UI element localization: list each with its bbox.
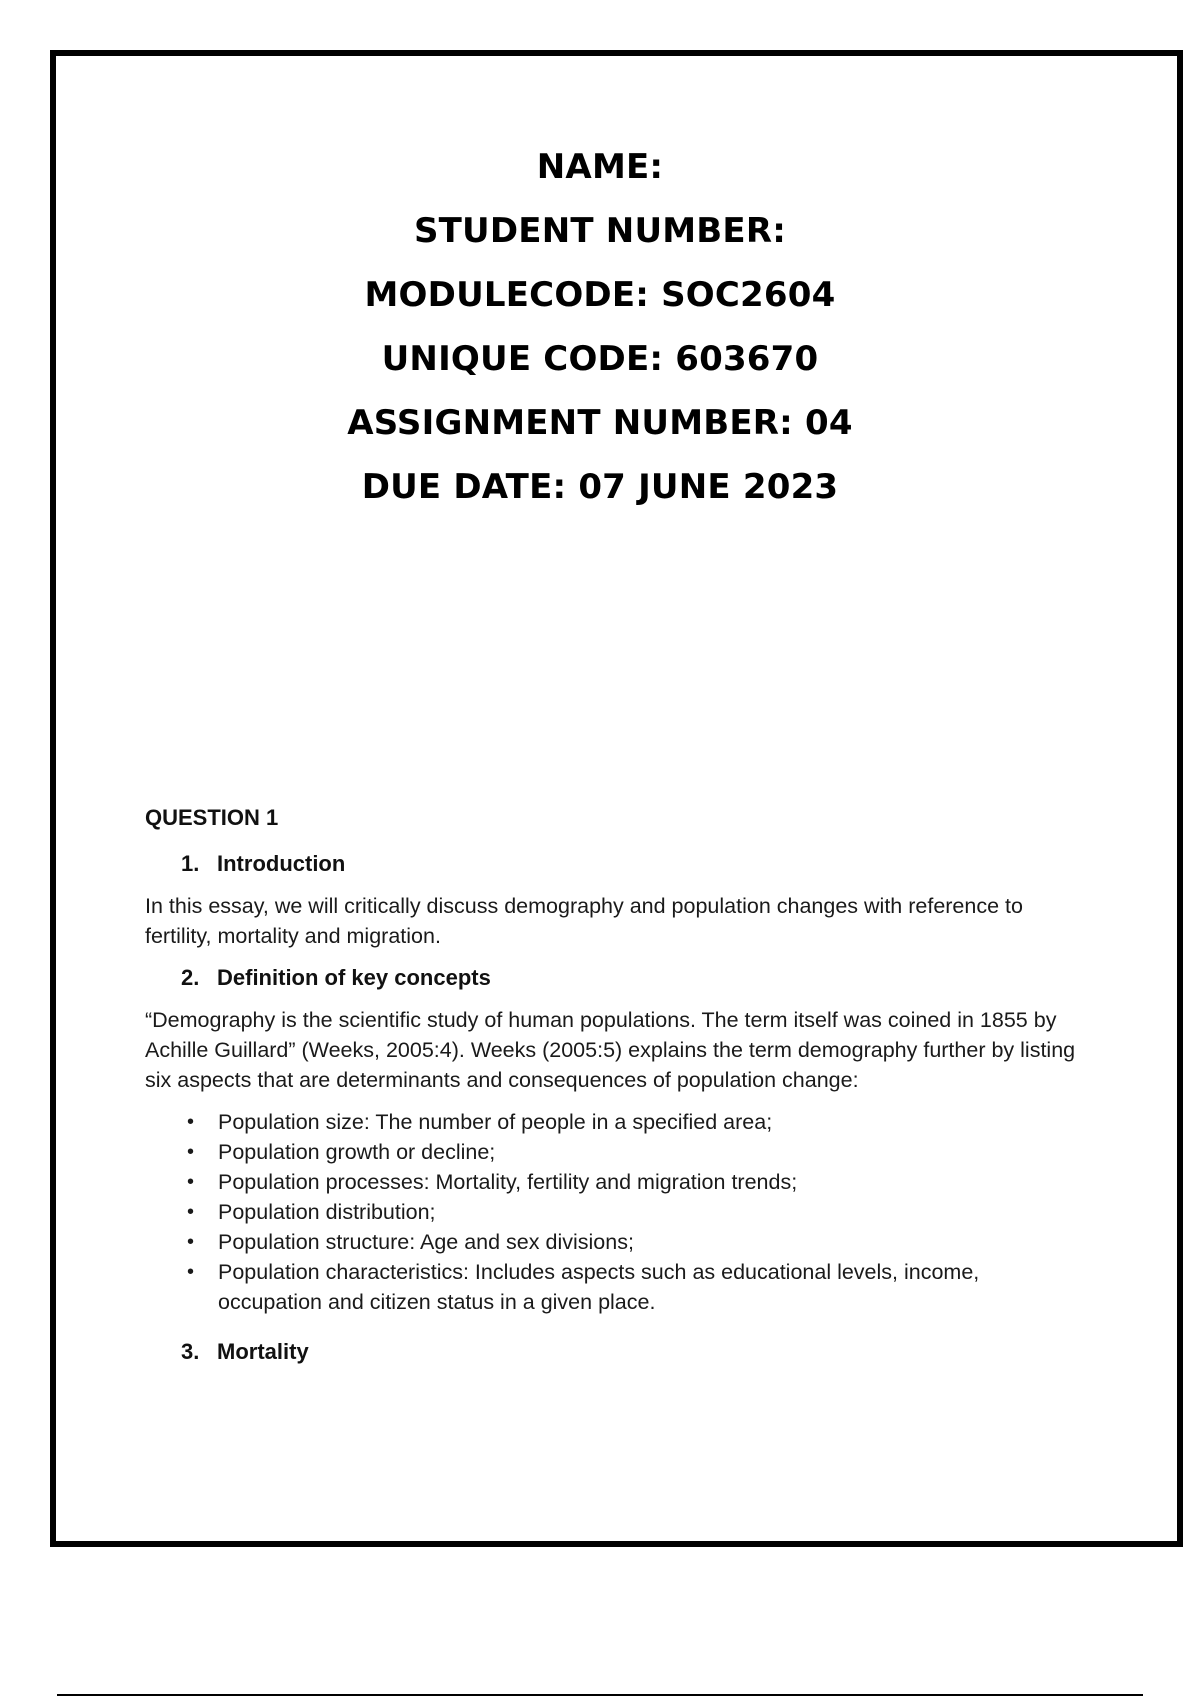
section-heading-introduction (145, 849, 1085, 879)
section-heading-text: Definition of key concepts (217, 965, 491, 990)
student-number-line: STUDENT NUMBER: (413, 211, 787, 251)
section-heading-mortality (145, 1337, 1085, 1367)
bullet-icon: • (187, 1141, 195, 1163)
list-item (145, 1107, 1085, 1137)
section-heading-definitions (145, 963, 1085, 993)
list-item (145, 1257, 1085, 1317)
list-item-text: Population distribution; (218, 1200, 436, 1224)
list-item-text: Population size: The number of people in a specified area; (218, 1110, 773, 1134)
assignment-number-line: ASSIGNMENT NUMBER: 04 (347, 403, 853, 443)
bullet-icon: • (187, 1231, 195, 1253)
due-date-line: DUE DATE: 07 JUNE 2023 (361, 467, 839, 507)
bullet-icon: • (187, 1171, 195, 1193)
list-item-text: Population structure: Age and sex divisions; (218, 1230, 634, 1254)
definitions-paragraph: “Demography is the scientific study of human populations. The term itself was coined in 1855 by Achille Guillard” (Weeks, 2005:4). Weeks (2005:5) explains the term demography further by listing six aspects that are determinants and consequences of population change: (145, 1008, 1076, 1092)
bullet-icon: • (187, 1111, 195, 1133)
section-number: 3. (181, 1339, 200, 1364)
introduction-paragraph: In this essay, we will critically discuss demography and population changes with reference to fertility, mortality and migration. (145, 894, 1023, 948)
module-code-line: MODULECODE: SOC2604 (364, 275, 836, 315)
list-item-text: Population growth or decline; (218, 1140, 496, 1164)
list-item-text: Population characteristics: Includes aspects such as educational levels, income, occupation and citizen status in a given place. (218, 1260, 980, 1314)
question-title: QUESTION 1 (145, 805, 279, 830)
list-item (145, 1197, 1085, 1227)
name-line: NAME: (536, 147, 664, 187)
bullet-icon: • (187, 1201, 195, 1223)
list-item (145, 1167, 1085, 1197)
unique-code-line: UNIQUE CODE: 603670 (381, 339, 819, 379)
section-heading-text: Mortality (217, 1339, 309, 1364)
bullet-icon: • (187, 1261, 195, 1283)
list-item (145, 1227, 1085, 1257)
section-heading-text: Introduction (217, 851, 346, 876)
list-item-text: Population processes: Mortality, fertility and migration trends; (218, 1170, 798, 1194)
section-number: 2. (181, 965, 200, 990)
list-item (145, 1137, 1085, 1167)
footer-divider (57, 1694, 1143, 1696)
demography-aspects-list (145, 1107, 1085, 1317)
cover-block (0, 135, 1200, 519)
question-content (145, 803, 1085, 1379)
section-number: 1. (181, 851, 200, 876)
